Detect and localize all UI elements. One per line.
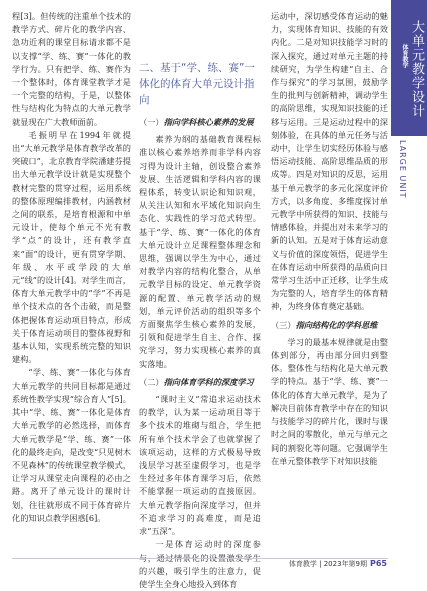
subsection-title: 指向体育学科的深度学习 [163, 376, 254, 387]
column-1 [12, 10, 131, 525]
paragraph: “学、练、赛”一体化与体育大单元教学的共同目标都是通过系统性教学实现“综合育人”[5]。其中“学、练、赛”一体化是体育大单元教学的必然选择，而体育大单元教学是“学、练、赛”一体化的最终走向，是改变“只见树木不见森林”的传统课堂教学模式，让学习从课堂走向课程的必由之路。离开了单元设计的课时计划，往往就形成不同于体育碎片化的知识点教学困惑[6]。 [12, 367, 131, 523]
paragraph: 一是体育运动时的深度参 的兴趣，吸引学生的注意力，促使学生全身心地投入到体育 [139, 539, 261, 589]
journal-name: 体育教学 | 2023年第9期 [288, 560, 367, 568]
subsection-number: （三） [271, 319, 296, 330]
sidebar-english-title: LARGE UNIT [398, 140, 407, 199]
paragraph: 程[3]。但传统的注重单个技术的教学方式、碎片化的教学内容、急功近利的课堂目标请求都不是以支撑“学、练、赛”一体化的教学行为。只有把学、练、赛作为一个整体时，体育课堂教学才是一个完整的结构，于是，以整体性与结构化为特点的大单元教学就显现在广大教师面前。 [12, 11, 131, 127]
sidebar-tag: 体育教学 [401, 44, 408, 68]
paragraph: 学习的最基本规律就是由整体到部分，再由部分回归到整体。整体性与结构化是大单元教学的特点。基于“学、练、赛”一体化的体育大单元教学，是为了解决目前体育教学中存在的知识与技能学习的碎片化，课时与课时之间的零散化，单元与单元之间的割裂化等问题。它强调学生在单元整体教学下对知识技能 [271, 336, 388, 466]
page-number: P65 [370, 559, 387, 568]
section-title: 二、基于“学、练、赛”一体化的体育大单元设计指向 [139, 62, 255, 106]
page-footer [289, 559, 387, 569]
subsection-title: 指向学科核心素养的发展 [163, 117, 254, 127]
paragraph: 毛振明早在1994年就提出“大单元教学是体育教学改革的突破口”，北京教育学院潘建芬提出大单元教学设计就是实现整个教材完整的贯穿过程，运用系统的整体原理编排教材，内涵教材之间的联系，是培育根源和中单元设计，使每个单元不光有教学“点”的设计，还有教学直来“面”的设计，更有贯穿学期、年级、水平或学段的大单元“线”的设计[4]。对学生而言，体育大单元教学中的“学”不再是单个技术点的各个击破，而是整体把握体育运动项目特点，形成关于体育运动项目的整体视野和基本认知，实现系统完整的知识建构。 [12, 129, 131, 365]
subsection-number: （二） [139, 376, 164, 387]
subsection-heading [139, 376, 261, 389]
subsection-number: （一） [139, 117, 164, 127]
column-3 [271, 10, 388, 468]
paragraph: 素养为纲的基础教育课程标准以核心素养培养而非学科内容习得为设计主轴，创设整合素养发展、生活逻辑和学科内容的课程体系，转变认识论和知识观，从关注认知和水平域化知识向生态化、实践性的学习范式转型。基于“学、练、赛”一体化的体育大单元设计立足课程整体理念和思维，强调以学生为中心，通过对教学内容的结构化整合，从单元教学目标的设定、单元教学资源的配置、单元教学活动的规划，单元评价活动的组织等多个方面聚焦学生核心素养的发展，引领和促进学生自主、合作、探究学习，努力实现核心素养的真实落地。 [139, 134, 261, 369]
subsection-heading [139, 116, 261, 129]
paragraph: “课时主义”常追求运动技术的教学，认为某一运动项目等于多个技术的堆砌与组合，学生把所有单个技术学会了也就掌握了该项运动，这样的方式极易导致浅层学习甚至虚假学习，也是学生经过多年体育课学习后，依然不能掌握一项运动的直接原因。大单元教学指向深度学习，但并不追求学习的高难度，而是追求“五深”。 [139, 394, 261, 537]
subsection-title: 指向结构化的学科思维 [295, 319, 378, 330]
paragraph: 运动中，深切感受体育运动的魅力，实现体育知识、技能的有效内化。二是对知识技能学习时的深入探究，通过对单元主题的持续研究，为学生构建“自主、合作与探究”的学习氛围，鼓励学生的批判与创新精神，调动学生的高阶思维，实现知识技能的迁移与运用。三是运动过程中的深刻体验，在具体的单元任务与活动中，让学生切实经历体验与感悟运动技能、高阶思维品质的形成等。四是对知识的反思，运用基于单元教学的多元化深度评价方式，以多角度、多维度探讨单元教学中所获得的知识、技能与情感体验，并提出对未来学习的新的认知。五是对于体育运动意义与价值的深度领悟，促进学生在体育运动中所获得的品质向日常学习生活中正迁移，让学生成为完整的人，培育学生的体育精神，为终身体育奠定基础。 [271, 11, 388, 312]
sidebar-title: 大单元教学设计 [409, 20, 424, 118]
section-sidebar [391, 0, 427, 579]
column-2 [139, 10, 261, 591]
subsection-heading [271, 319, 388, 332]
